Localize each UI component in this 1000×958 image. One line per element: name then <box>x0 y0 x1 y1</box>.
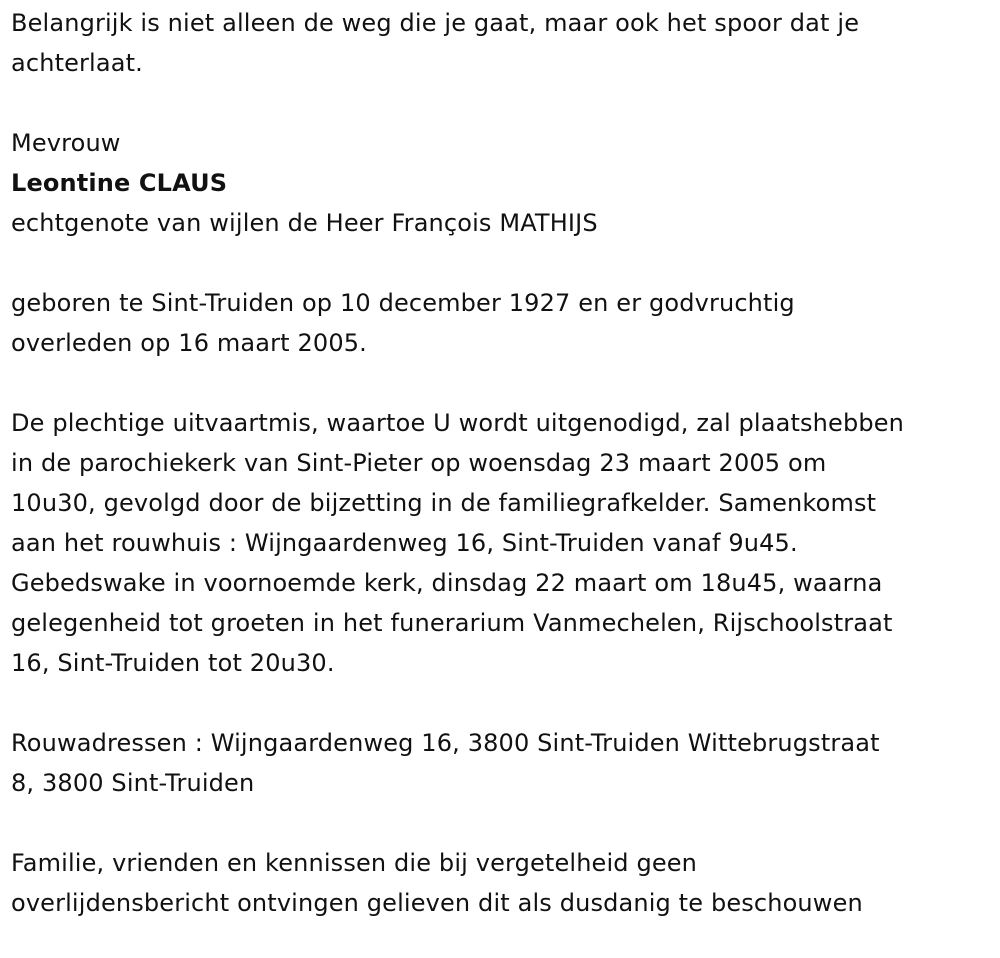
funeral-line-6: gelegenheid tot groeten in het funerarium Vanmechelen, Rijschoolstraat <box>11 609 893 637</box>
birth-death-line-1: geboren te Sint-Truiden op 10 december 1927 en er godvruchtig <box>11 289 795 317</box>
funeral-line-4: aan het rouwhuis : Wijngaardenweg 16, Sint-Truiden vanaf 9u45. <box>11 529 798 557</box>
addresses-line-1: Rouwadressen : Wijngaardenweg 16, 3800 Sint-Truiden Wittebrugstraat <box>11 729 880 757</box>
motto-line-2: achterlaat. <box>11 49 143 77</box>
motto-line-1: Belangrijk is niet alleen de weg die je gaat, maar ook het spoor dat je <box>11 9 860 37</box>
salutation: Mevrouw <box>11 129 121 157</box>
funeral-line-3: 10u30, gevolgd door de bijzetting in de familiegrafkelder. Samenkomst <box>11 489 877 517</box>
spacer <box>11 803 996 843</box>
spouse-line: echtgenote van wijlen de Heer François MATHIJS <box>11 209 598 237</box>
addresses-line-2: 8, 3800 Sint-Truiden <box>11 769 255 797</box>
spacer <box>11 363 996 403</box>
birth-death-line-2: overleden op 16 maart 2005. <box>11 329 367 357</box>
funeral-line-7: 16, Sint-Truiden tot 20u30. <box>11 649 335 677</box>
spacer <box>11 83 996 123</box>
spacer <box>11 683 996 723</box>
deceased-name: Leontine CLAUS <box>11 169 228 197</box>
spacer <box>11 243 996 283</box>
funeral-line-2: in de parochiekerk van Sint-Pieter op woensdag 23 maart 2005 om <box>11 449 827 477</box>
closing-line-1: Familie, vrienden en kennissen die bij vergetelheid geen <box>11 849 698 877</box>
closing-line-2: overlijdensbericht ontvingen gelieven dit als dusdanig te beschouwen <box>11 889 863 917</box>
funeral-line-5: Gebedswake in voornoemde kerk, dinsdag 22 maart om 18u45, waarna <box>11 569 883 597</box>
obituary-text <box>11 3 996 923</box>
funeral-line-1: De plechtige uitvaartmis, waartoe U wordt uitgenodigd, zal plaatshebben <box>11 409 904 437</box>
